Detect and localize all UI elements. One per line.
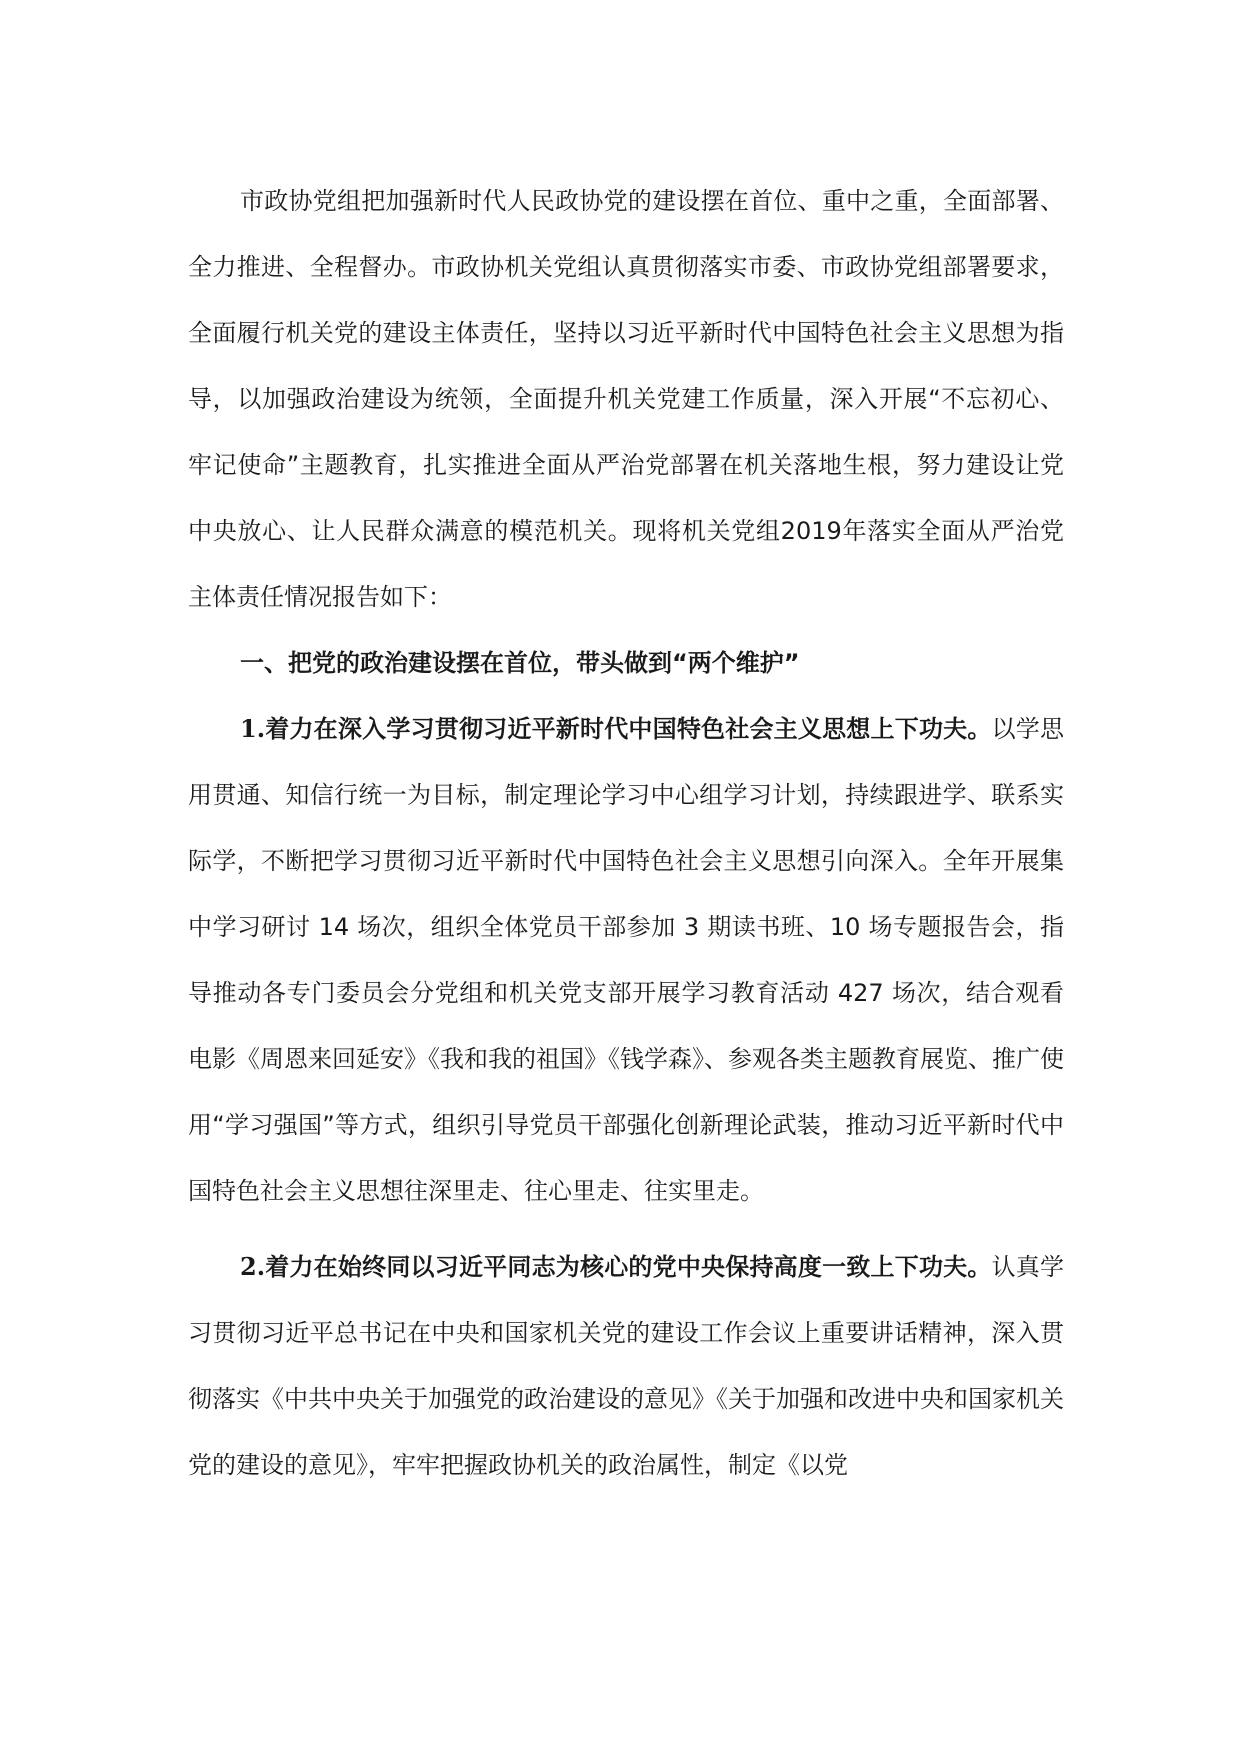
intro-paragraph: 市政协党组把加强新时代人民政协党的建设摆在首位、重中之重，全面部署、全力推进、全程督办。市政协机关党组认真贯彻落实市委、市政协党组部署要求，全面履行机关党的建设主体责任，坚持以习近平新时代中国特色社会主义思想为指导，以加强政治建设为统领，全面提升机关党建工作质量，深入开展“不忘初心、牢记使命”主题教育，扎实推进全面从严治党部署在机关落地生根，努力建设让党中央放心、让人民群众满意的模范机关。现将机关党组2019年落实全面从严治党主体责任情况报告如下： [188,187,1064,611]
document-page [188,168,1064,1498]
section-heading-1: 一、把党的政治建设摆在首位，带头做到“两个维护” [240,649,800,677]
item-2-title: 2.着力在始终同以习近平同志为核心的党中央保持高度一致上下功夫。 [240,1252,992,1281]
item-2-body: 认真学习贯彻习近平总书记在中央和国家机关党的建设工作会议上重要讲话精神，深入贯彻落实《中共中央关于加强党的政治建设的意见》《关于加强和改进中央和国家机关党的建设的意见》，牢牢把握政协机关的政治属性，制定《以党 [188,1253,1064,1479]
item-2-paragraph [188,1234,1064,1498]
item-1-paragraph [188,696,1064,1224]
item-1-body: 以学思用贯通、知信行统一为目标，制定理论学习中心组学习计划，持续跟进学、联系实际学，不断把学习贯彻习近平新时代中国特色社会主义思想引向深入。全年开展集中学习研讨 14 场次，组织全体党员干部参加 3 期读书班、10 场专题报告会，指导推动各专门委员会分党组和机关党支部开展学习教育活动 427 场次，结合观看电影《周恩来回延安》《我和我的祖国》《钱学森》、参观各类主题教育展览、推广使用“学习强国”等方式，组织引导党员干部强化创新理论武装，推动习近平新时代中国特色社会主义思想往深里走、往心里走、往实里走。 [188,715,1064,1205]
item-1-title: 1.着力在深入学习贯彻习近平新时代中国特色社会主义思想上下功夫。 [240,714,992,743]
